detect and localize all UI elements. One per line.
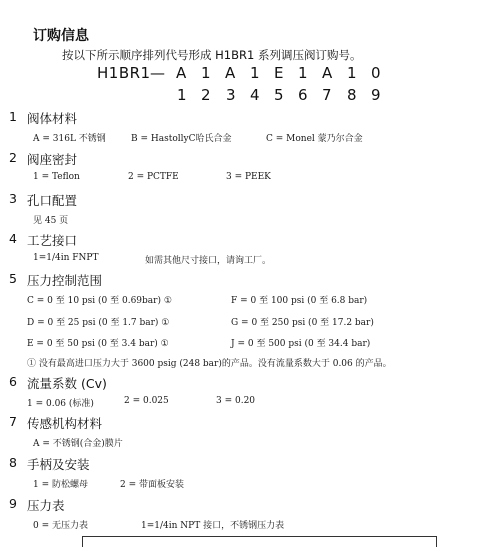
section-title: 阀座密封 xyxy=(27,152,78,167)
code-letter: A xyxy=(176,64,187,82)
section-number: 1 xyxy=(9,109,17,124)
option-text: 0 = 无压力表 xyxy=(33,521,88,531)
footnote-text: ① 没有最高进口压力大于 3600 psig (248 bar)的产品。没有流量系数大于 0.06 的产品。 xyxy=(27,359,392,369)
code-position: 2 xyxy=(201,86,212,104)
option-text: G = 0 至 250 psi (0 至 17.2 bar) xyxy=(231,318,374,328)
option-text: B = HastollyC哈氏合金 xyxy=(131,134,232,144)
code-position: 9 xyxy=(371,86,382,104)
code-letter: 1 xyxy=(298,64,309,82)
section-title: 阀体材料 xyxy=(27,111,78,126)
bottom-frame xyxy=(82,536,437,547)
code-prefix: H1BR1 xyxy=(97,64,151,82)
section-title: 传感机构材料 xyxy=(27,416,103,431)
section-title: 孔口配置 xyxy=(27,193,78,208)
option-text: 见 45 页 xyxy=(33,216,69,226)
option-text: 1 = Teflon xyxy=(33,172,80,182)
section-title: 压力表 xyxy=(27,498,65,513)
code-position: 6 xyxy=(298,86,309,104)
section-number: 3 xyxy=(9,191,17,206)
section-title: 压力控制范围 xyxy=(27,273,103,288)
code-letter: A xyxy=(225,64,236,82)
code-position: 8 xyxy=(347,86,358,104)
section-number: 9 xyxy=(9,496,17,511)
code-position: 3 xyxy=(226,86,237,104)
option-text: 3 = 0.20 xyxy=(216,396,256,406)
option-text: C = 0 至 10 psi (0 至 0.69bar) ① xyxy=(27,296,172,306)
code-position: 4 xyxy=(250,86,261,104)
option-text: 2 = 带面板安装 xyxy=(120,480,184,490)
option-text: C = Monel 蒙乃尔合金 xyxy=(266,134,363,144)
section-number: 6 xyxy=(9,374,17,389)
option-text: 3 = PEEK xyxy=(226,172,271,182)
option-text: A = 不锈钢(合金)膜片 xyxy=(33,439,123,449)
code-position: 7 xyxy=(322,86,333,104)
option-text: 2 = 0.025 xyxy=(124,396,169,406)
option-text: J = 0 至 500 psi (0 至 34.4 bar) xyxy=(231,339,371,349)
code-position: 5 xyxy=(274,86,285,104)
option-text: 1=1/4in FNPT xyxy=(33,253,99,263)
section-number: 8 xyxy=(9,455,17,470)
option-text: F = 0 至 100 psi (0 至 6.8 bar) xyxy=(231,296,368,306)
section-number: 2 xyxy=(9,150,17,165)
intro-text: 按以下所示顺序排列代号形成 H1BR1 系列调压阀订购号。 xyxy=(62,48,362,62)
code-dash: — xyxy=(150,64,166,82)
option-text: 1=1/4in NPT 接口，不锈钢压力表 xyxy=(141,521,285,531)
code-letter: 0 xyxy=(371,64,382,82)
code-letter: 1 xyxy=(250,64,261,82)
option-text: 2 = PCTFE xyxy=(128,172,179,182)
section-title: 手柄及安装 xyxy=(27,457,90,472)
option-text: D = 0 至 25 psi (0 至 1.7 bar) ① xyxy=(27,318,170,328)
code-letter: E xyxy=(274,64,284,82)
option-text: 1 = 防松螺母 xyxy=(33,480,88,490)
section-number: 4 xyxy=(9,231,17,246)
page-title: 订购信息 xyxy=(33,28,89,44)
section-title: 工艺接口 xyxy=(27,233,78,248)
option-text: 1 = 0.06 (标准) xyxy=(27,399,94,409)
option-text: 如需其他尺寸接口，请询工厂。 xyxy=(145,256,272,266)
section-number: 5 xyxy=(9,271,17,286)
section-title: 流量系数 (Cv) xyxy=(27,376,107,391)
option-text: A = 316L 不锈钢 xyxy=(33,134,106,144)
code-letter: 1 xyxy=(347,64,358,82)
code-position: 1 xyxy=(177,86,188,104)
section-number: 7 xyxy=(9,414,17,429)
code-letter: A xyxy=(322,64,333,82)
code-letter: 1 xyxy=(201,64,212,82)
option-text: E = 0 至 50 psi (0 至 3.4 bar) ① xyxy=(27,339,169,349)
